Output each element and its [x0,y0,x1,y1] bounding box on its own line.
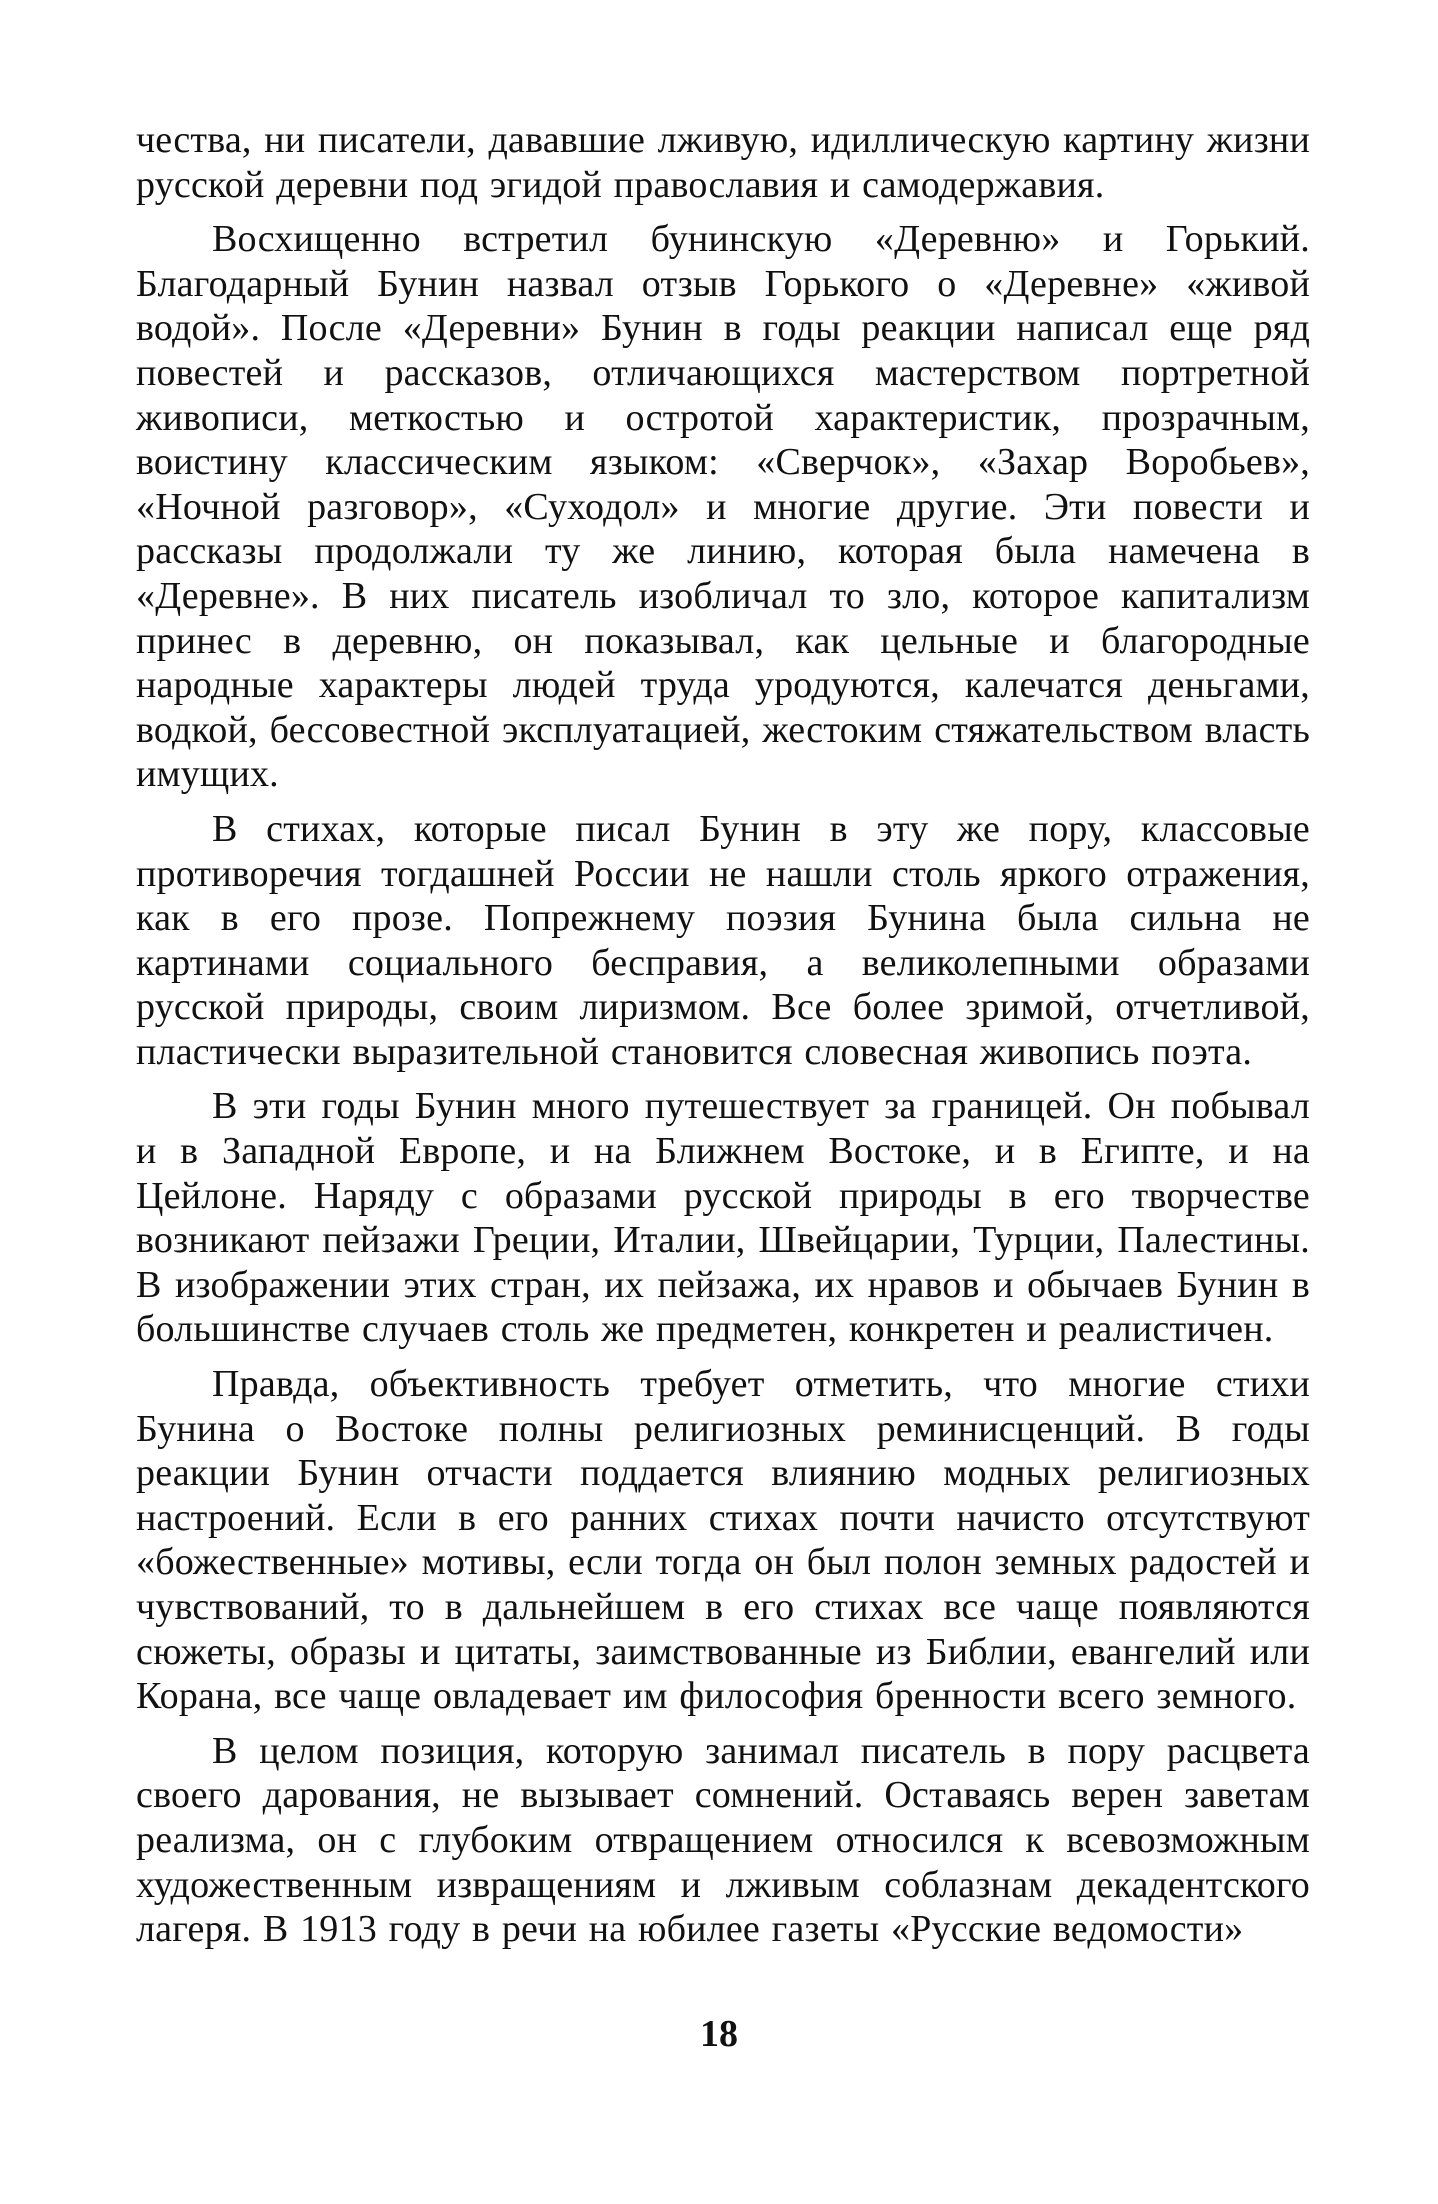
paragraph: В стихах, которые писал Бунин в эту же пору, классовые противоречия тогдашней России не нашли столь яркого отражения, как в его прозе. Попрежнему поэзия Бунина была сильна не картинами социального бесправия, а великолепными образами русской природы, своим лиризмом. Все более зримой, отчетливой, пластически выразительной становится словесная живопись поэта. [136,807,1310,1073]
page-number: 18 [700,2013,738,2055]
paragraph: В эти годы Бунин много путешествует за границей. Он побывал и в Западной Европе, и на Ближнем Востоке, и в Египте, и на Цейлоне. Наряду с образами русской природы в его творчестве возникают пейзажи Греции, Италии, Швейцарии, Турции, Палестины. В изображении этих стран, их пейзажа, их нравов и обычаев Бунин в большинстве случаев столь же предметен, конкретен и реалистичен. [136,1085,1310,1351]
paragraph: В целом позиция, которую занимал писатель в пору расцвета своего дарования, не вызывает сомнений. Оставаясь верен заветам реализма, он с глубоким отвращением относился к всевозможным художественным извращениям и лживым соблазнам декадентского лагеря. В 1913 году в речи на юбилее газеты «Русские ведомости» [136,1729,1310,1951]
paragraph: Восхищенно встретил бунинскую «Деревню» и Горький. Благодарный Бунин назвал отзыв Горького о «Деревне» «живой водой». После «Деревни» Бунин в годы реакции написал еще ряд повестей и рассказов, отличающихся мастерством портретной живописи, меткостью и остротой характеристик, прозрачным, воистину классическим языком: «Сверчок», «Захар Воробьев», «Ночной разговор», «Суходол» и многие другие. Эти повести и рассказы продолжали ту же линию, которая была намечена в «Деревне». В них писатель изобличал то зло, которое капитализм принес в деревню, он показывал, как цельные и благородные народные характеры людей труда уродуются, калечатся деньгами, водкой, бессовестной эксплуатацией, жестоким стяжательством власть имущих. [136,218,1310,796]
paragraph-continuation: чества, ни писатели, дававшие лживую, идиллическую картину жизни русской деревни под эгидой православия и самодержавия. [136,119,1310,206]
paragraph: Правда, объективность требует отметить, что многие стихи Бунина о Востоке полны религиозных реминисценций. В годы реакции Бунин отчасти поддается влиянию модных религиозных настроений. Если в его ранних стихах почти начисто отсутствуют «божественные» мотивы, если тогда он был полон земных радостей и чувствований, то в дальнейшем в его стихах все чаще появляются сюжеты, образы и цитаты, заимствованные из Библии, евангелий или Корана, все чаще овладевает им философия бренности всего земного. [136,1363,1310,1718]
page-text [136,118,1310,1962]
